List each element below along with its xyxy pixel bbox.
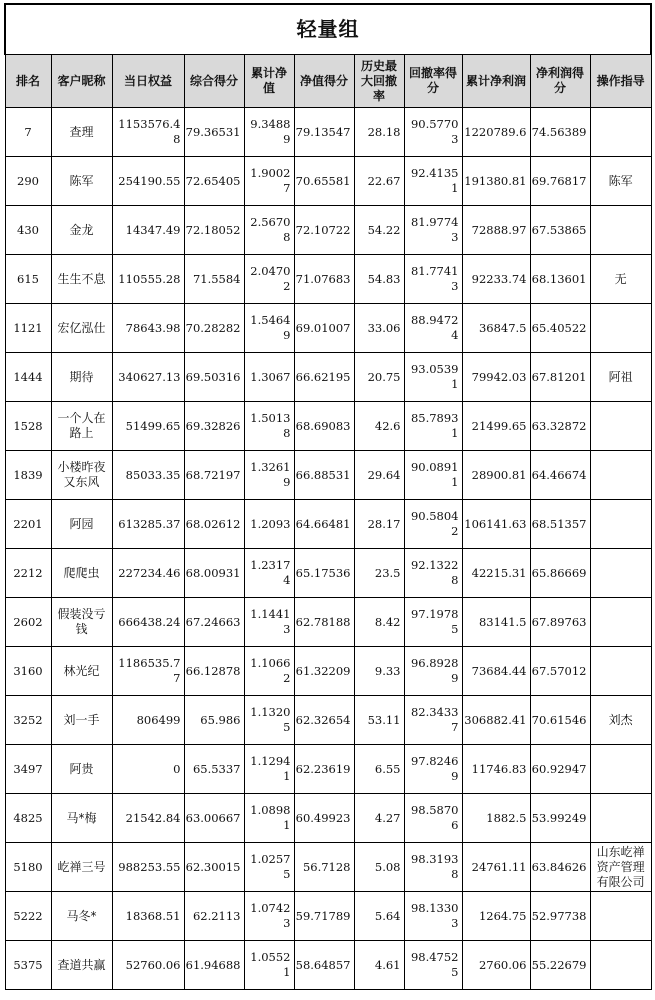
cell-net-profit: 2760.06	[462, 941, 530, 990]
cell-nav-score: 79.13547	[294, 108, 354, 157]
cell-net-profit: 72888.97	[462, 206, 530, 255]
cell-nav-score: 56.7128	[294, 843, 354, 892]
cell-cumulative-nav: 1.10662	[244, 647, 294, 696]
cell-cumulative-nav: 1.13205	[244, 696, 294, 745]
cell-nav-score: 62.23619	[294, 745, 354, 794]
cell-total-score: 63.00667	[184, 794, 244, 843]
cell-guidance	[590, 500, 651, 549]
cell-nickname: 刘一手	[51, 696, 112, 745]
cell-rank: 615	[5, 255, 51, 304]
table-title: 轻量组	[5, 4, 651, 55]
cell-total-score: 67.24663	[184, 598, 244, 647]
cell-max-drawdown: 9.33	[354, 647, 404, 696]
cell-equity: 0	[112, 745, 184, 794]
cell-drawdown-score: 90.58042	[404, 500, 462, 549]
cell-guidance	[590, 745, 651, 794]
cell-drawdown-score: 92.41351	[404, 157, 462, 206]
cell-rank: 430	[5, 206, 51, 255]
cell-max-drawdown: 28.17	[354, 500, 404, 549]
cell-drawdown-score: 98.13303	[404, 892, 462, 941]
cell-guidance	[590, 304, 651, 353]
header-drawdown-score: 回撤率得分	[404, 55, 462, 108]
cell-max-drawdown: 42.6	[354, 402, 404, 451]
cell-net-profit: 106141.63	[462, 500, 530, 549]
header-profit-score: 净利润得分	[530, 55, 590, 108]
cell-equity: 85033.35	[112, 451, 184, 500]
cell-nav-score: 64.66481	[294, 500, 354, 549]
cell-rank: 3160	[5, 647, 51, 696]
cell-drawdown-score: 93.05391	[404, 353, 462, 402]
cell-total-score: 61.94688	[184, 941, 244, 990]
cell-nickname: 假装没亏钱	[51, 598, 112, 647]
ranking-table	[4, 3, 652, 990]
table-row	[5, 647, 651, 696]
cell-drawdown-score: 98.47525	[404, 941, 462, 990]
cell-max-drawdown: 28.18	[354, 108, 404, 157]
table-row	[5, 304, 651, 353]
cell-nav-score: 68.69083	[294, 402, 354, 451]
cell-profit-score: 67.81201	[530, 353, 590, 402]
cell-total-score: 69.50316	[184, 353, 244, 402]
cell-total-score: 68.00931	[184, 549, 244, 598]
cell-total-score: 68.02612	[184, 500, 244, 549]
cell-nav-score: 69.01007	[294, 304, 354, 353]
cell-rank: 290	[5, 157, 51, 206]
cell-cumulative-nav: 1.02575	[244, 843, 294, 892]
cell-nickname: 陈军	[51, 157, 112, 206]
cell-nav-score: 70.65581	[294, 157, 354, 206]
cell-rank: 1839	[5, 451, 51, 500]
cell-equity: 227234.46	[112, 549, 184, 598]
cell-guidance: 陈军	[590, 157, 651, 206]
cell-total-score: 72.18052	[184, 206, 244, 255]
cell-equity: 78643.98	[112, 304, 184, 353]
cell-cumulative-nav: 1.3067	[244, 353, 294, 402]
table-row	[5, 941, 651, 990]
cell-drawdown-score: 85.78931	[404, 402, 462, 451]
table-row	[5, 549, 651, 598]
cell-equity: 340627.13	[112, 353, 184, 402]
cell-drawdown-score: 90.08911	[404, 451, 462, 500]
cell-profit-score: 63.84626	[530, 843, 590, 892]
cell-net-profit: 11746.83	[462, 745, 530, 794]
cell-cumulative-nav: 1.23174	[244, 549, 294, 598]
cell-total-score: 71.5584	[184, 255, 244, 304]
table-row	[5, 157, 651, 206]
cell-guidance	[590, 108, 651, 157]
cell-equity: 52760.06	[112, 941, 184, 990]
cell-equity: 806499	[112, 696, 184, 745]
cell-nickname: 生生不息	[51, 255, 112, 304]
table-row	[5, 843, 651, 892]
cell-equity: 613285.37	[112, 500, 184, 549]
cell-rank: 1444	[5, 353, 51, 402]
cell-nickname: 小楼昨夜又东风	[51, 451, 112, 500]
cell-net-profit: 21499.65	[462, 402, 530, 451]
cell-guidance: 刘杰	[590, 696, 651, 745]
table-row	[5, 892, 651, 941]
cell-profit-score: 67.57012	[530, 647, 590, 696]
cell-drawdown-score: 97.19785	[404, 598, 462, 647]
cell-rank: 5180	[5, 843, 51, 892]
cell-equity: 110555.28	[112, 255, 184, 304]
cell-equity: 51499.65	[112, 402, 184, 451]
cell-profit-score: 69.76817	[530, 157, 590, 206]
header-nickname: 客户昵称	[51, 55, 112, 108]
cell-net-profit: 306882.41	[462, 696, 530, 745]
cell-drawdown-score: 81.97743	[404, 206, 462, 255]
cell-guidance: 山东屹禅资产管理有限公司	[590, 843, 651, 892]
cell-net-profit: 83141.5	[462, 598, 530, 647]
cell-profit-score: 70.61546	[530, 696, 590, 745]
cell-max-drawdown: 53.11	[354, 696, 404, 745]
cell-cumulative-nav: 1.14413	[244, 598, 294, 647]
table-row	[5, 108, 651, 157]
cell-cumulative-nav: 1.07423	[244, 892, 294, 941]
table-row	[5, 255, 651, 304]
cell-rank: 4825	[5, 794, 51, 843]
cell-profit-score: 64.46674	[530, 451, 590, 500]
cell-max-drawdown: 22.67	[354, 157, 404, 206]
cell-equity: 988253.55	[112, 843, 184, 892]
cell-nav-score: 62.78188	[294, 598, 354, 647]
cell-cumulative-nav: 1.05521	[244, 941, 294, 990]
cell-drawdown-score: 92.13228	[404, 549, 462, 598]
cell-max-drawdown: 4.61	[354, 941, 404, 990]
cell-net-profit: 191380.81	[462, 157, 530, 206]
cell-max-drawdown: 29.64	[354, 451, 404, 500]
cell-total-score: 72.65405	[184, 157, 244, 206]
cell-net-profit: 42215.31	[462, 549, 530, 598]
cell-cumulative-nav: 1.2093	[244, 500, 294, 549]
cell-guidance	[590, 549, 651, 598]
cell-cumulative-nav: 2.56708	[244, 206, 294, 255]
cell-drawdown-score: 88.94724	[404, 304, 462, 353]
cell-profit-score: 60.92947	[530, 745, 590, 794]
cell-nav-score: 66.62195	[294, 353, 354, 402]
cell-max-drawdown: 5.64	[354, 892, 404, 941]
cell-nickname: 阿贵	[51, 745, 112, 794]
cell-nav-score: 61.32209	[294, 647, 354, 696]
cell-cumulative-nav: 1.50138	[244, 402, 294, 451]
header-net-profit: 累计净利润	[462, 55, 530, 108]
cell-guidance	[590, 794, 651, 843]
cell-net-profit: 1220789.6	[462, 108, 530, 157]
cell-rank: 2602	[5, 598, 51, 647]
cell-equity: 21542.84	[112, 794, 184, 843]
cell-nav-score: 65.17536	[294, 549, 354, 598]
cell-equity: 666438.24	[112, 598, 184, 647]
table-row	[5, 794, 651, 843]
cell-max-drawdown: 54.83	[354, 255, 404, 304]
table-row	[5, 206, 651, 255]
cell-profit-score: 63.32872	[530, 402, 590, 451]
cell-rank: 5375	[5, 941, 51, 990]
cell-net-profit: 92233.74	[462, 255, 530, 304]
cell-cumulative-nav: 1.08981	[244, 794, 294, 843]
cell-rank: 5222	[5, 892, 51, 941]
cell-equity: 18368.51	[112, 892, 184, 941]
cell-cumulative-nav: 1.32619	[244, 451, 294, 500]
header-equity: 当日权益	[112, 55, 184, 108]
header-max-drawdown: 历史最大回撤率	[354, 55, 404, 108]
cell-max-drawdown: 23.5	[354, 549, 404, 598]
cell-nav-score: 62.32654	[294, 696, 354, 745]
cell-profit-score: 68.13601	[530, 255, 590, 304]
cell-total-score: 79.36531	[184, 108, 244, 157]
header-guidance: 操作指导	[590, 55, 651, 108]
cell-equity: 1186535.77	[112, 647, 184, 696]
cell-profit-score: 67.53865	[530, 206, 590, 255]
cell-nav-score: 59.71789	[294, 892, 354, 941]
cell-max-drawdown: 8.42	[354, 598, 404, 647]
cell-total-score: 69.32826	[184, 402, 244, 451]
cell-drawdown-score: 90.57703	[404, 108, 462, 157]
cell-cumulative-nav: 9.34889	[244, 108, 294, 157]
cell-total-score: 70.28282	[184, 304, 244, 353]
cell-nickname: 爬爬虫	[51, 549, 112, 598]
cell-net-profit: 1264.75	[462, 892, 530, 941]
cell-total-score: 65.986	[184, 696, 244, 745]
cell-rank: 3497	[5, 745, 51, 794]
cell-guidance: 无	[590, 255, 651, 304]
cell-net-profit: 73684.44	[462, 647, 530, 696]
cell-nav-score: 71.07683	[294, 255, 354, 304]
cell-guidance	[590, 451, 651, 500]
cell-guidance	[590, 941, 651, 990]
cell-guidance	[590, 598, 651, 647]
cell-profit-score: 55.22679	[530, 941, 590, 990]
cell-rank: 7	[5, 108, 51, 157]
cell-guidance: 阿祖	[590, 353, 651, 402]
cell-profit-score: 65.40522	[530, 304, 590, 353]
cell-nickname: 屹禅三号	[51, 843, 112, 892]
cell-drawdown-score: 81.77413	[404, 255, 462, 304]
cell-nickname: 查理	[51, 108, 112, 157]
cell-guidance	[590, 402, 651, 451]
cell-total-score: 62.2113	[184, 892, 244, 941]
cell-cumulative-nav: 2.04702	[244, 255, 294, 304]
cell-nickname: 马冬*	[51, 892, 112, 941]
cell-net-profit: 79942.03	[462, 353, 530, 402]
cell-equity: 1153576.48	[112, 108, 184, 157]
cell-drawdown-score: 98.31938	[404, 843, 462, 892]
cell-total-score: 65.5337	[184, 745, 244, 794]
cell-rank: 1121	[5, 304, 51, 353]
cell-max-drawdown: 6.55	[354, 745, 404, 794]
cell-net-profit: 36847.5	[462, 304, 530, 353]
cell-max-drawdown: 33.06	[354, 304, 404, 353]
cell-profit-score: 68.51357	[530, 500, 590, 549]
cell-rank: 1528	[5, 402, 51, 451]
table-row	[5, 353, 651, 402]
cell-total-score: 68.72197	[184, 451, 244, 500]
header-cumulative-nav: 累计净值	[244, 55, 294, 108]
cell-max-drawdown: 54.22	[354, 206, 404, 255]
cell-guidance	[590, 647, 651, 696]
cell-guidance	[590, 892, 651, 941]
cell-net-profit: 24761.11	[462, 843, 530, 892]
cell-equity: 254190.55	[112, 157, 184, 206]
cell-max-drawdown: 5.08	[354, 843, 404, 892]
table-row	[5, 696, 651, 745]
table-row	[5, 451, 651, 500]
cell-guidance	[590, 206, 651, 255]
header-total-score: 综合得分	[184, 55, 244, 108]
cell-max-drawdown: 20.75	[354, 353, 404, 402]
cell-net-profit: 28900.81	[462, 451, 530, 500]
cell-net-profit: 1882.5	[462, 794, 530, 843]
cell-profit-score: 74.56389	[530, 108, 590, 157]
header-nav-score: 净值得分	[294, 55, 354, 108]
cell-drawdown-score: 97.82469	[404, 745, 462, 794]
cell-profit-score: 53.99249	[530, 794, 590, 843]
cell-nickname: 马*梅	[51, 794, 112, 843]
cell-cumulative-nav: 1.90027	[244, 157, 294, 206]
cell-rank: 2201	[5, 500, 51, 549]
cell-total-score: 62.30015	[184, 843, 244, 892]
cell-max-drawdown: 4.27	[354, 794, 404, 843]
cell-cumulative-nav: 1.54649	[244, 304, 294, 353]
table-row	[5, 402, 651, 451]
cell-nav-score: 72.10722	[294, 206, 354, 255]
cell-drawdown-score: 82.34337	[404, 696, 462, 745]
cell-nav-score: 66.88531	[294, 451, 354, 500]
cell-nav-score: 58.64857	[294, 941, 354, 990]
table-row	[5, 500, 651, 549]
cell-nickname: 林光纪	[51, 647, 112, 696]
cell-rank: 3252	[5, 696, 51, 745]
cell-nav-score: 60.49923	[294, 794, 354, 843]
cell-drawdown-score: 98.58706	[404, 794, 462, 843]
cell-profit-score: 67.89763	[530, 598, 590, 647]
cell-nickname: 一个人在路上	[51, 402, 112, 451]
cell-equity: 14347.49	[112, 206, 184, 255]
table-row	[5, 598, 651, 647]
cell-drawdown-score: 96.89289	[404, 647, 462, 696]
cell-cumulative-nav: 1.12941	[244, 745, 294, 794]
cell-rank: 2212	[5, 549, 51, 598]
cell-nickname: 阿园	[51, 500, 112, 549]
cell-profit-score: 52.97738	[530, 892, 590, 941]
header-rank: 排名	[5, 55, 51, 108]
cell-nickname: 宏亿泓仕	[51, 304, 112, 353]
cell-nickname: 期待	[51, 353, 112, 402]
cell-nickname: 查道共赢	[51, 941, 112, 990]
table-row	[5, 745, 651, 794]
cell-total-score: 66.12878	[184, 647, 244, 696]
cell-profit-score: 65.86669	[530, 549, 590, 598]
cell-nickname: 金龙	[51, 206, 112, 255]
